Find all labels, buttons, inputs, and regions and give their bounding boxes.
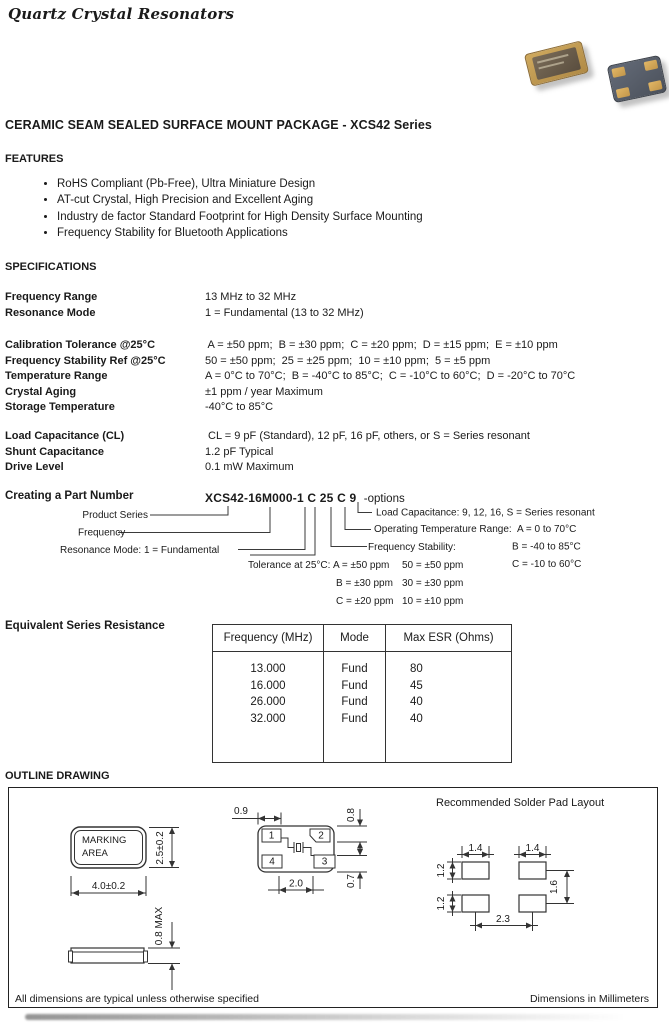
callout-optemp-label: Operating Temperature Range:: [374, 524, 512, 535]
spec-row: [5, 306, 665, 322]
pad-number-2: 2: [318, 830, 324, 842]
spec-group-frequency: [5, 290, 665, 321]
esr-cell: 32.000: [250, 712, 286, 725]
esr-cell: Fund: [341, 679, 368, 692]
brand-title: Quartz Crystal Resonators: [8, 5, 235, 23]
pad-number-4: 4: [269, 856, 275, 868]
solder-pad-layout-title: Recommended Solder Pad Layout: [436, 797, 605, 809]
crystal-photo-top-view: [524, 40, 589, 86]
spec-row: [5, 385, 665, 401]
esr-col-header: Mode: [324, 625, 386, 652]
esr-cell: 16.000: [250, 679, 286, 692]
callout-stability-30: 30 = ±30 ppm: [402, 578, 464, 589]
dim-width-label: 4.0±0.2: [91, 881, 126, 892]
spec-label: Calibration Tolerance @25°C: [5, 339, 156, 351]
marking-area-label-1: MARKING: [82, 835, 127, 846]
spec-label: Resonance Mode: [5, 306, 96, 319]
callout-optemp-b: B = -40 to 85°C: [512, 541, 581, 553]
spec-row: [5, 354, 665, 370]
callout-optemp-a: A = 0 to 70°C: [517, 524, 577, 535]
callout-resonance-mode: Resonance Mode: 1 = Fundamental: [60, 545, 220, 556]
sp-dim-w1-label: 1.4: [468, 843, 483, 854]
spec-row: [5, 338, 665, 354]
spec-row: [5, 369, 665, 385]
feature-item: • Industry de factor Standard Footprint for High Density Surface Mounting: [57, 209, 423, 225]
part-number-heading: Creating a Part Number: [5, 490, 134, 502]
part-number-value: XCS42-16M000-1 C 25 C 9: [205, 491, 357, 505]
solder-pad-layout-drawing: [434, 833, 649, 963]
marking-area-label-2: AREA: [82, 848, 108, 859]
spec-value: 0.1 mW Maximum: [205, 461, 294, 474]
specifications-heading: SPECIFICATIONS: [5, 261, 97, 273]
solder-pad: [611, 66, 626, 78]
callout-tolerance-a: A = ±50 ppm: [333, 560, 390, 571]
spec-value: 1 = Fundamental (13 to 32 MHz): [205, 306, 364, 319]
spec-row: [5, 400, 665, 416]
spec-label: Drive Level: [5, 461, 64, 474]
spec-row: [5, 429, 665, 445]
esr-col-header: Max ESR (Ohms): [386, 625, 511, 652]
esr-cell: Fund: [341, 712, 368, 725]
pad-number-1: 1: [268, 830, 275, 842]
esr-table: [212, 624, 512, 763]
dim-height-label: 2.5±0.2: [155, 831, 166, 865]
solder-pad: [616, 87, 631, 99]
dim-pad-width-label: 0.9: [234, 806, 248, 817]
callout-load-capacitance: Load Capacitance: 9, 12, 16, S = Series resonant: [376, 507, 595, 519]
outline-footnote-right: Dimensions in Millimeters: [529, 993, 649, 1005]
crystal-photo-bottom-view: [607, 55, 668, 103]
callout-optemp-c: C = -10 to 60°C: [512, 559, 582, 570]
spec-group-capacitance: [5, 429, 665, 476]
dim-thickness-label: 0.8 MAX: [154, 906, 165, 946]
callout-tolerance-b: B = ±30 ppm: [336, 578, 393, 589]
outline-drawing-box: [8, 787, 658, 1008]
callout-stability-50: 50 = ±50 ppm: [402, 560, 464, 571]
spec-label: Shunt Capacitance: [5, 445, 105, 458]
callout-tolerance-c: C = ±20 ppm: [336, 596, 394, 607]
spec-value: A = 0°C to 70°C; B = -40°C to 85°C; C = -10°C to 60°C; D = -20°C to 70°C: [205, 370, 576, 383]
spec-row: [5, 445, 665, 461]
callout-product-series: Product Series: [82, 510, 148, 521]
solder-pad: [648, 80, 663, 92]
solder-pad: [644, 60, 659, 72]
part-number-callout-diagram: [0, 500, 669, 612]
sp-dim-v-label: 1.6: [549, 880, 560, 894]
crystal-lid: [532, 47, 581, 80]
spec-value: CL = 9 pF (Standard), 12 pF, 16 pF, others, or S = Series resonant: [205, 430, 530, 442]
esr-heading: Equivalent Series Resistance: [5, 620, 165, 632]
feature-item: • RoHS Compliant (Pb-Free), Ultra Miniature Design: [57, 176, 423, 192]
spec-value: 13 MHz to 32 MHz: [205, 291, 297, 303]
features-heading: FEATURES: [5, 153, 64, 165]
outline-heading: OUTLINE DRAWING: [5, 770, 110, 782]
esr-cell: 40: [410, 712, 423, 725]
esr-mode-column: [324, 652, 386, 762]
outline-footnote-left: All dimensions are typical unless otherwise specified: [15, 993, 259, 1005]
spec-value: ±1 ppm / year Maximum: [205, 385, 323, 398]
part-number-options-suffix: -options: [363, 493, 405, 505]
esr-cell: 13.000: [250, 663, 286, 675]
crystal-marking-line: [538, 61, 564, 69]
esr-col-header: Frequency (MHz): [213, 625, 324, 652]
spec-label: Load Capacitance (CL): [5, 430, 125, 442]
esr-cell: Fund: [341, 663, 368, 675]
package-pad-diagram: [214, 800, 379, 900]
spec-row: [5, 290, 665, 306]
spec-label: Frequency Range: [5, 291, 98, 303]
spec-group-tolerances: [5, 338, 665, 416]
spec-label: Temperature Range: [5, 370, 108, 383]
feature-item: • Frequency Stability for Bluetooth Applications: [57, 225, 423, 241]
feature-item: • AT-cut Crystal, High Precision and Excellent Aging: [57, 192, 423, 208]
page-title: CERAMIC SEAM SEALED SURFACE MOUNT PACKAGE - XCS42 Series: [5, 118, 432, 132]
pad-number-3: 3: [321, 856, 328, 868]
sp-dim-span-label: 2.3: [496, 914, 510, 925]
esr-cell: 45: [410, 679, 423, 692]
spec-label: Frequency Stability Ref @25°C: [5, 354, 166, 367]
callout-stability-label: Frequency Stability:: [368, 542, 456, 553]
spec-label: Storage Temperature: [5, 401, 115, 414]
esr-cell: 26.000: [250, 696, 286, 708]
sp-dim-w2-label: 1.4: [525, 843, 540, 854]
esr-cell: 40: [410, 696, 423, 708]
spec-row: [5, 460, 665, 476]
spec-value: -40°C to 85°C: [205, 401, 274, 414]
dim-bottom-label: 0.7: [346, 874, 357, 888]
esr-frequency-column: [213, 652, 324, 762]
callout-frequency: Frequency: [78, 527, 126, 539]
sp-dim-h1-label: 1.2: [436, 863, 447, 878]
spec-label: Crystal Aging: [5, 385, 77, 398]
crystal-symbol: [297, 844, 301, 852]
dim-top-label: 0.8: [346, 808, 357, 822]
spec-value: 1.2 pF Typical: [205, 445, 274, 458]
callout-stability-10: 10 = ±10 ppm: [402, 596, 464, 607]
spec-value: 50 = ±50 ppm; 25 = ±25 ppm; 10 = ±10 ppm; 5 = ±5 ppm: [205, 354, 491, 367]
callout-tolerance-label: Tolerance at 25°C:: [248, 560, 331, 571]
esr-cell: Fund: [341, 696, 368, 708]
sp-dim-h2-label: 1.2: [436, 896, 447, 911]
esr-maxesr-column: [386, 652, 511, 762]
package-top-side-view-drawing: [49, 818, 219, 1003]
esr-cell: 80: [410, 663, 423, 675]
spec-value: A = ±50 ppm; B = ±30 ppm; C = ±20 ppm; D = ±15 ppm; E = ±10 ppm: [205, 339, 558, 351]
features-list: [40, 176, 423, 241]
dim-pad-pitch-label: 2.0: [289, 878, 303, 890]
scan-artifact-bar: [25, 1014, 625, 1020]
